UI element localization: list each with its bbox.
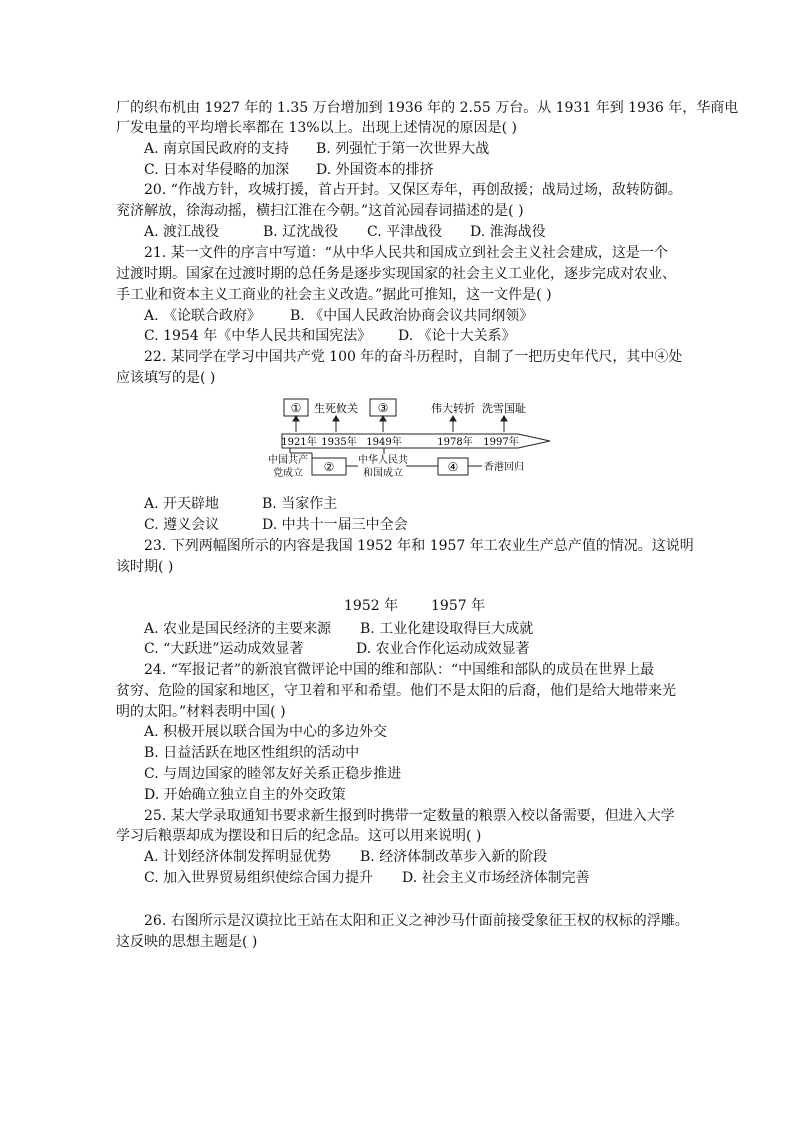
timeline-bottom-label: 中国共产 xyxy=(268,455,308,466)
timeline-year: 1949年 xyxy=(366,437,402,448)
q21-option-a: A. 《论联合政府》 xyxy=(144,308,262,324)
timeline-box-3-label: ③ xyxy=(377,401,389,415)
q21-text-line: 过渡时期。国家在过渡时期的总任务是逐步实现国家的社会主义工业化，逐步完成对农业、 xyxy=(116,266,676,282)
q19-text-line: 厂发电量的平均增长率都在 13%以上。出现上述情况的原因是( ) xyxy=(116,120,517,136)
q26-text-line: 这反映的思想主题是( ) xyxy=(116,934,258,950)
q24-text-line: 明的太阳。”材料表明中国( ) xyxy=(116,704,286,720)
q22-option-d: D. 中共十一届三中全会 xyxy=(262,517,408,533)
timeline-year: 1997年 xyxy=(483,437,519,448)
q23-option-a: A. 农业是国民经济的主要来源 xyxy=(144,621,332,637)
q23-text-line: 23. 下列两幅图所示的内容是我国 1952 年和 1957 年工农业生产总产值的情况。这说明 xyxy=(144,538,694,554)
q20-option-c: C. 平津战役 xyxy=(367,224,443,240)
timeline-bottom-label: 香港回归 xyxy=(484,462,524,473)
timeline-box-2-label: ② xyxy=(323,460,335,474)
timeline-year: 1978年 xyxy=(437,437,473,448)
q19-option-a: A. 南京国民政府的支持 xyxy=(144,141,290,157)
timeline-bottom-label: 和国成立 xyxy=(363,468,403,479)
q25-text-line: 学习后粮票却成为摆设和日后的纪念品。这可以用来说明( ) xyxy=(116,828,482,844)
q22-option-b: B. 当家作主 xyxy=(262,496,338,512)
timeline-top-label: 生死攸关 xyxy=(314,402,358,415)
q24-option-b: B. 日益活跃在地区性组织的活动中 xyxy=(144,745,360,761)
q25-option-d: D. 社会主义市场经济体制完善 xyxy=(402,870,590,886)
q19-text-line: 厂的织布机由 1927 年的 1.35 万台增加到 1936 年的 2.55 万台。从 1931 年到 1936 年，华商电 xyxy=(116,100,739,116)
q24-option-d: D. 开始确立独立自主的外交政策 xyxy=(144,787,346,803)
timeline-box-1-label: ① xyxy=(290,401,302,415)
timeline-top-label: 洗雪国耻 xyxy=(482,402,526,415)
q24-option-c: C. 与周边国家的睦邻友好关系正稳步推进 xyxy=(144,766,402,782)
chart-caption-1952: 1952 年 xyxy=(344,598,399,614)
q22-text-line: 应该填写的是( ) xyxy=(116,370,216,386)
q25-option-b: B. 经济体制改革步入新的阶段 xyxy=(360,849,548,865)
q22-option-c: C. 遵义会议 xyxy=(144,517,220,533)
q19-option-b: B. 列强忙于第一次世界大战 xyxy=(316,141,490,157)
history-timeline-figure xyxy=(266,396,566,486)
q21-option-b: B. 《中国人民政治协商会议共同纲领》 xyxy=(290,308,534,324)
timeline-box-4-label: ④ xyxy=(447,460,459,474)
q20-text-line: 兖济解放，徐海动摇，横扫江淮在今朝。”这首沁园春词描述的是( ) xyxy=(116,203,524,219)
q23-text-line: 该时期( ) xyxy=(116,559,174,575)
timeline-year: 1935年 xyxy=(321,437,357,448)
timeline-top-label: 伟大转折 xyxy=(431,402,475,415)
q23-option-c: C. “大跃进”运动成效显著 xyxy=(144,641,304,657)
q19-option-d: D. 外国资本的排挤 xyxy=(316,162,434,178)
q21-text-line: 手工业和资本主义工商业的社会主义改造。”据此可推知，这一文件是( ) xyxy=(116,287,552,303)
q21-option-c: C. 1954 年《中华人民共和国宪法》 xyxy=(144,328,372,344)
q23-option-b: B. 工业化建设取得巨大成就 xyxy=(360,621,534,637)
q22-text-line: 22. 某同学在学习中国共产党 100 年的奋斗历程时，自制了一把历史年代尺，其中④处 xyxy=(144,349,683,365)
q25-option-c: C. 加入世界贸易组织使综合国力提升 xyxy=(144,870,374,886)
timeline-bottom-label: 党成立 xyxy=(273,468,303,479)
q25-option-a: A. 计划经济体制发挥明显优势 xyxy=(144,849,332,865)
q21-option-d: D. 《论十大关系》 xyxy=(398,328,516,344)
timeline-year: 1921年 xyxy=(281,437,317,448)
q23-option-d: D. 农业合作化运动成效显著 xyxy=(356,641,530,657)
timeline-bottom-label: 中华人民共 xyxy=(358,455,408,466)
q26-text-line: 26. 右图所示是汉谟拉比王站在太阳和正义之神沙马什面前接受象征王权的权标的浮雕。 xyxy=(144,913,689,929)
q21-text-line: 21. 某一文件的序言中写道：“从中华人民共和国成立到社会主义社会建成，这是一个 xyxy=(144,245,668,261)
q22-option-a: A. 开天辟地 xyxy=(144,496,220,512)
q20-option-d: D. 淮海战役 xyxy=(470,224,546,240)
q20-text-line: 20. “作战方针，攻城打援，首占开封。又保区寿年，再创敌援；战局过场，敌转防御。 xyxy=(144,182,682,198)
q24-text-line: 24. “军报记者”的新浪官微评论中国的维和部队：“中国维和部队的成员在世界上最 xyxy=(144,662,655,678)
q24-text-line: 贫穷、危险的国家和地区，守卫着和平和希望。他们不是太阳的后裔，他们是给大地带来光 xyxy=(116,683,676,699)
q25-text-line: 25. 某大学录取通知书要求新生报到时携带一定数量的粮票入校以备需要，但进入大学 xyxy=(144,808,675,824)
chart-caption-1957: 1957 年 xyxy=(431,598,486,614)
q20-option-a: A. 渡江战役 xyxy=(144,224,220,240)
q24-option-a: A. 积极开展以联合国为中心的多边外交 xyxy=(144,724,388,740)
q20-option-b: B. 辽沈战役 xyxy=(263,224,339,240)
q19-option-c: C. 日本对华侵略的加深 xyxy=(144,162,290,178)
